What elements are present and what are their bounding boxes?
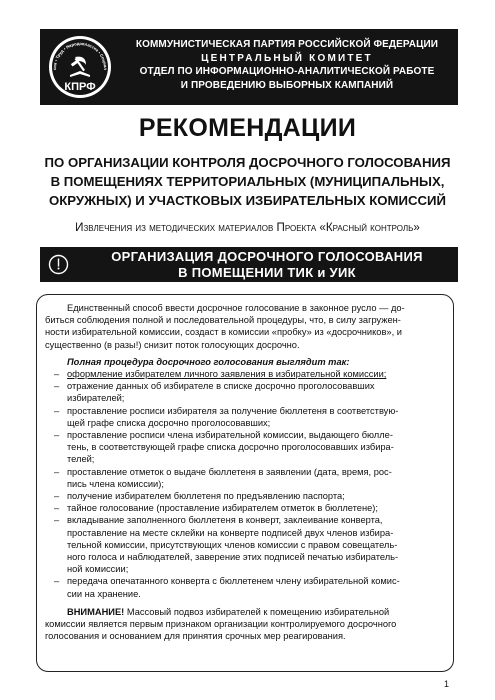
procedure-title: Полная процедура досрочного голосования выглядит так: (67, 356, 350, 367)
list-item: – вкладывание заполненного бюллетеня в конверт, заклеивание конверта, проставление на месте склейки на конверте подписей двух членов избира- тельной комиссии, присутствующих членов комиссии с правом совещатель- ного голоса и наблюдателей, заверение этих подписей печатью избиратель- ной комиссии; (45, 514, 445, 575)
list-item: – получение избирателем бюллетеня по предъявлению паспорта; (45, 490, 445, 502)
header-banner (40, 29, 458, 105)
section-banner (40, 247, 458, 282)
section-title-line: В ПОМЕЩЕНИИ ТИК и УИК (178, 265, 356, 280)
source-note: Извлечения из методических материалов Проекта «Красный контроль» (75, 221, 420, 234)
list-item-line: ного голоса и наблюдателей, заверение этих подписей печатью избиратель- (67, 552, 399, 563)
warning-line: комиссии является первым признаком организации контролируемого досрочного (45, 619, 397, 630)
list-item-line: передача опечатанного конверта с бюллетенем члену избирательной комис- (67, 576, 400, 587)
intro-line: существенно (в разы!) снизит поток голосующих досрочно. (45, 339, 300, 350)
list-item-line: отражение данных об избирателе в списке досрочно проголосовавших (67, 381, 375, 392)
document-title: РЕКОМЕНДАЦИИ (138, 114, 357, 142)
list-item: – оформление избирателем личного заявления в избирательной комиссии; (45, 368, 445, 380)
intro-line: ности избирательной комиссии, создаст в комиссии «пробку» из «досрочников», и (45, 327, 402, 338)
list-item-line: сии на хранение. (67, 588, 141, 599)
list-item-line: вкладывание заполненного бюллетеня в конверт, заклеивание конверта, (67, 515, 383, 526)
list-item: – проставление отметок о выдаче бюллетеня в заявлении (дата, время, рос- пись члена комиссии); (45, 466, 445, 490)
warning-text: Массовый подвоз избирателей к помещению избирательной (124, 606, 390, 617)
list-item-line: получение избирателем бюллетеня по предъявлению паспорта; (67, 491, 345, 502)
kprf-logo (48, 35, 112, 99)
header-line-committee: ЦЕНТРАЛЬНЫЙ КОМИТЕТ (201, 52, 373, 64)
procedure-content (45, 302, 445, 642)
logo-ring-text: сия • Труд • Народовластие • Социал (51, 40, 109, 71)
list-item-line: телей; (67, 454, 95, 465)
header-line-campaigns: И ПРОВЕДЕНИЮ ВЫБОРНЫХ КАМПАНИЙ (180, 79, 394, 91)
list-item-line: пись члена комиссии); (67, 478, 164, 489)
list-item: – отражение данных об избирателе в списке досрочно проголосовавших избирателей; (45, 380, 445, 404)
list-item-line: ной комиссии; (67, 564, 129, 575)
procedure-box (36, 294, 454, 672)
warning-label: ВНИМАНИЕ! (67, 606, 125, 617)
intro-line: биться соблюдения полной и последовательной процедуры, что, в силу загружен- (45, 315, 401, 326)
list-item: – проставление росписи члена избирательной комиссии, выдающего бюлле- тень, в соответствующей графе списка досрочно проголосовавших избира- телей; (45, 429, 445, 466)
section-title (82, 249, 452, 281)
subtitle-line: В ПОМЕЩЕНИЯХ ТЕРРИТОРИАЛЬНЫХ (МУНИЦИПАЛЬНЫХ, (50, 174, 445, 189)
subtitle-line: ОКРУЖНЫХ) И УЧАСТКОВЫХ ИЗБИРАТЕЛЬНЫХ КОМИССИЙ (48, 193, 447, 208)
header-text (120, 38, 454, 92)
intro-paragraph (45, 302, 445, 351)
list-item-line: щей графе списка досрочно проголосовавших; (67, 417, 271, 428)
list-item-line: проставление росписи члена избирательной комиссии, выдающего бюлле- (67, 430, 393, 441)
header-line-department: ОТДЕЛ ПО ИНФОРМАЦИОННО-АНАЛИТИЧЕСКОЙ РАБОТЕ (139, 66, 435, 77)
list-item-line: проставление росписи избирателя за получение бюллетеня в соответствую- (67, 405, 399, 416)
list-item-line: тельной комиссии, присутствующих членов комиссии с правом совещатель- (67, 539, 398, 550)
list-item: – тайное голосование (проставление избирателем отметок в бюллетене); (45, 502, 445, 514)
list-item-line: проставление отметок о выдаче бюллетеня в заявлении (дата, время, рос- (67, 466, 392, 477)
list-item: – проставление росписи избирателя за получение бюллетеня в соответствую- щей графе списка досрочно проголосовавших; (45, 405, 445, 429)
list-item-line: тайное голосование (проставление избирателем отметок в бюллетене); (67, 503, 378, 514)
header-line-party: КОММУНИСТИЧЕСКАЯ ПАРТИЯ РОССИЙСКОЙ ФЕДЕРАЦИИ (135, 39, 439, 50)
list-item-line: избирателей; (67, 393, 125, 404)
subtitle-line: ПО ОРГАНИЗАЦИИ КОНТРОЛЯ ДОСРОЧНОГО ГОЛОСОВАНИЯ (44, 155, 451, 170)
logo-abbr: КПРФ (64, 81, 96, 93)
procedure-list (45, 368, 445, 600)
list-item-line: тень, в соответствующей графе списка досрочно проголосовавших избира- (67, 442, 394, 453)
list-item-line: проставление на месте склейки на конверте подписей двух членов избира- (67, 527, 394, 538)
clock-icon (48, 254, 69, 275)
section-title-line: ОРГАНИЗАЦИЯ ДОСРОЧНОГО ГОЛОСОВАНИЯ (111, 249, 423, 264)
list-item-line: оформление избирателем личного заявления в избирательной комиссии; (67, 369, 387, 380)
warning-line (45, 606, 445, 618)
page-number: 1 (444, 679, 450, 689)
document-subtitle (20, 153, 475, 210)
warning-paragraph (45, 606, 445, 643)
list-item: – передача опечатанного конверта с бюллетенем члену избирательной комис- сии на хранение. (45, 575, 445, 599)
warning-line: голосования и основанием для принятия срочных мер реагирования. (45, 631, 346, 642)
intro-line: Единственный способ ввести досрочное голосование в законное русло — до- (67, 303, 405, 313)
